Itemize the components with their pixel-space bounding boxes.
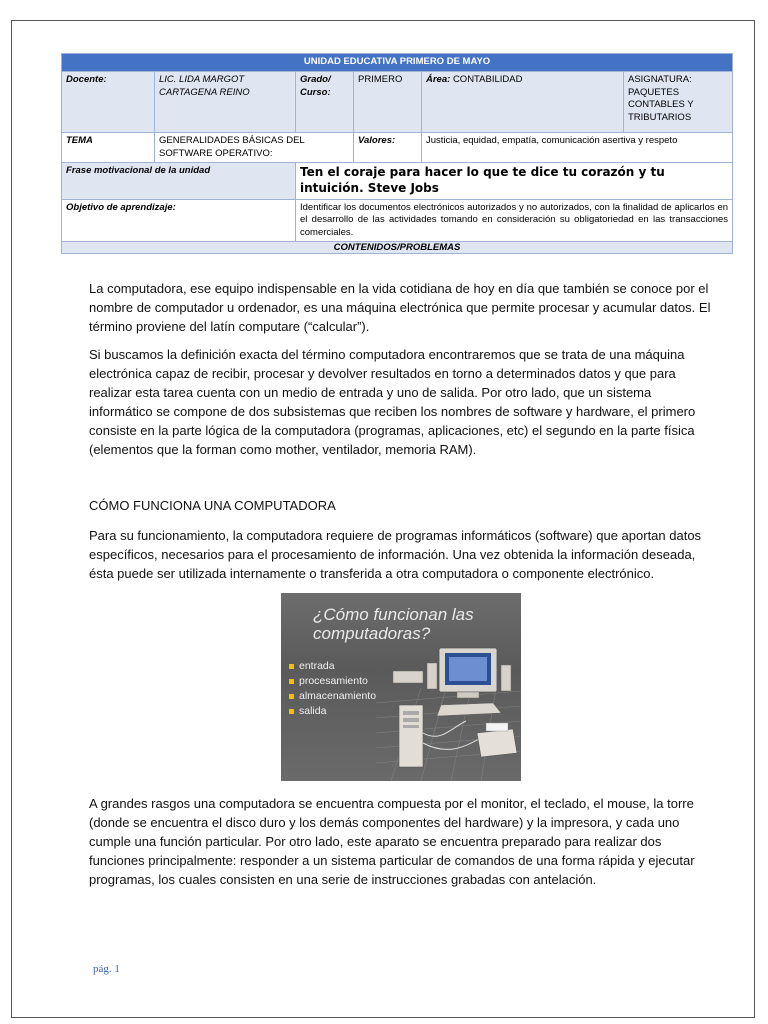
tema-value: GENERALIDADES BÁSICAS DEL SOFTWARE OPERATIVO: (155, 133, 354, 163)
printer-icon (477, 723, 517, 757)
figure-title-line-1: ¿Cómo funcionan las (313, 605, 474, 624)
objetivo-label: Objetivo de aprendizaje: (62, 199, 296, 242)
paragraph-3: Para su funcionamiento, la computadora requiere de programas informáticos (software) que aportan datos específicos, necesarios para el procesamiento de información. Una vez obtenida la información deseada, ésta puede ser utilizada internamente o transferida a otra computadora o componente electrónico. (89, 528, 702, 581)
keyboard-icon (437, 703, 501, 716)
docente-label: Docente: (62, 72, 155, 133)
figure-item-salida: salida (289, 704, 376, 719)
frase-value: Ten el coraje para hacer lo que te dice tu corazón y tu intuición. Steve Jobs (296, 163, 733, 200)
speaker-left-icon (427, 663, 437, 689)
header-table (61, 53, 733, 254)
computer-illustration (281, 593, 521, 781)
docente-value: LIC. LIDA MARGOT CARTAGENA REINO (155, 72, 296, 133)
computer-figure (281, 593, 521, 781)
area-value: CONTABILIDAD (452, 74, 523, 85)
scanner-icon (393, 671, 423, 683)
section-heading: CÓMO FUNCIONA UNA COMPUTADORA (89, 498, 336, 513)
paragraph-1: La computadora, ese equipo indispensable en la vida cotidiana de hoy en día que también se conoce por el nombre de computador u ordenador, es una máquina electrónica que permite procesar y acumular datos. El término proviene del latín computare (“calcular”). (89, 281, 711, 334)
page-number: pág. 1 (93, 963, 120, 975)
tema-label: TEMA (62, 133, 155, 163)
area-cell (422, 72, 624, 133)
grado-value: PRIMERO (354, 72, 422, 133)
monitor-icon (439, 648, 497, 698)
paragraph-2: Si buscamos la definición exacta del término computadora encontraremos que se trata de una máquina electrónica capaz de recibir, procesar y devolver resultados en torno a determinados datos y que para realizar esta tarea cuenta con un medio de entrada y uno de salida. Por otro lado, que un sistema informático se compone de dos subsistemas que reciben los nombres de software y hardware, el primero consiste en la parte lógica de la computadora (programas, aplicaciones, etc) el segundo en la parte física (elementos que la forman como mother, ventilador, memoria RAM). (89, 347, 696, 457)
figure-title-line-2: computadoras? (313, 624, 431, 643)
paragraph-4: A grandes rasgos una computadora se encuentra compuesta por el monitor, el teclado, el mouse, la torre (donde se encuentra el disco duro y los demás componentes del hardware) y la impresora, y cada uno cumple una función particular. Por otro lado, este aparato se encuentra preparado para realizar dos funciones principalmente: responder a un sistema particular de comandos de una forma rápida y ejecutar programas, los cuales consisten en una serie de instrucciones grabadas con antelación. (89, 796, 695, 887)
tower-icon (399, 705, 423, 767)
speaker-right-icon (501, 665, 511, 691)
contenidos-header: CONTENIDOS/PROBLEMAS (62, 242, 733, 254)
frase-label: Frase motivacional de la unidad (62, 163, 296, 200)
objetivo-value: Identificar los documentos electrónicos autorizados y no autorizados, con la finalidad de aplicarlos en el desarrollo de las actividades tomando en consideración su obligatoriedad en las transacciones comerciales. (296, 199, 733, 242)
asignatura-cell: ASIGNATURA: PAQUETES CONTABLES Y TRIBUTARIOS (624, 72, 733, 133)
school-title: UNIDAD EDUCATIVA PRIMERO DE MAYO (62, 54, 733, 72)
valores-value: Justicia, equidad, empatía, comunicación asertiva y respeto (422, 133, 733, 163)
area-label: Área: (426, 74, 451, 85)
figure-item-entrada: entrada (289, 659, 376, 674)
valores-label: Valores: (354, 133, 422, 163)
figure-item-almacenamiento: almacenamiento (289, 689, 376, 704)
grado-label: Grado/ Curso: (296, 72, 354, 133)
figure-item-procesamiento: procesamiento (289, 674, 376, 689)
